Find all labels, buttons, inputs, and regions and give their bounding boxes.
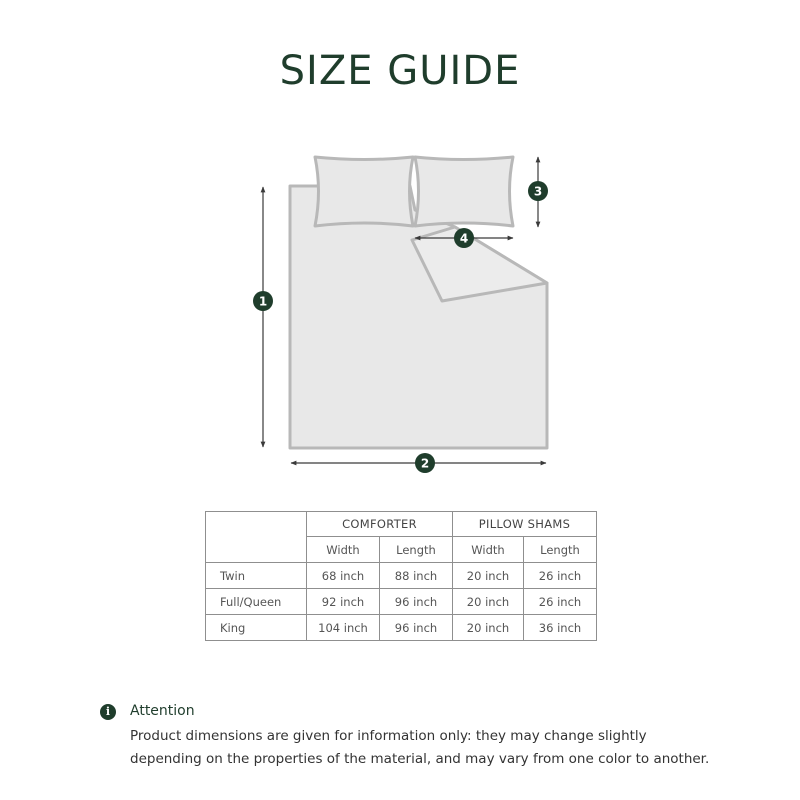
attention-line-2: depending on the properties of the material, and may vary from one color to another. [130,751,710,767]
row-label: Full/Queen [206,589,307,615]
table-group-header-row [206,512,597,537]
marker-1 [253,291,273,311]
table-cell: 26 inch [524,589,597,615]
attention-line-1: Product dimensions are given for information only: they may change slightly [130,728,647,744]
attention-title: Attention [130,703,195,719]
marker-4 [454,228,474,248]
attention-body [130,725,770,771]
svg-text:4: 4 [459,231,469,246]
table-cell: 68 inch [307,563,380,589]
table-cell: 96 inch [380,589,453,615]
marker-3 [528,181,548,201]
svg-text:1: 1 [258,294,268,309]
row-label: Twin [206,563,307,589]
table-cell: 26 inch [524,563,597,589]
page-title: SIZE GUIDE [279,48,521,94]
table-cell: 36 inch [524,615,597,641]
pillow-right [415,157,513,226]
table-row [206,563,597,589]
table-corner-cell [206,512,307,563]
table-cell: 20 inch [453,563,524,589]
table-cell: 20 inch [453,589,524,615]
size-table [205,511,597,641]
table-cell: 92 inch [307,589,380,615]
table-cell: 20 inch [453,615,524,641]
row-label: King [206,615,307,641]
table-cell: 88 inch [380,563,453,589]
marker-2 [415,453,435,473]
subheader-pillow-width: Width [453,537,524,563]
subheader-comforter-width: Width [307,537,380,563]
table-cell: 104 inch [307,615,380,641]
group-header-pillow-shams: PILLOW SHAMS [453,512,597,537]
table-row [206,615,597,641]
subheader-comforter-length: Length [380,537,453,563]
group-header-comforter: COMFORTER [307,512,453,537]
svg-text:2: 2 [420,456,430,471]
info-icon: i [100,704,116,720]
table-cell: 96 inch [380,615,453,641]
subheader-pillow-length: Length [524,537,597,563]
pillow-left [315,157,413,226]
table-row [206,589,597,615]
svg-text:3: 3 [533,184,543,199]
